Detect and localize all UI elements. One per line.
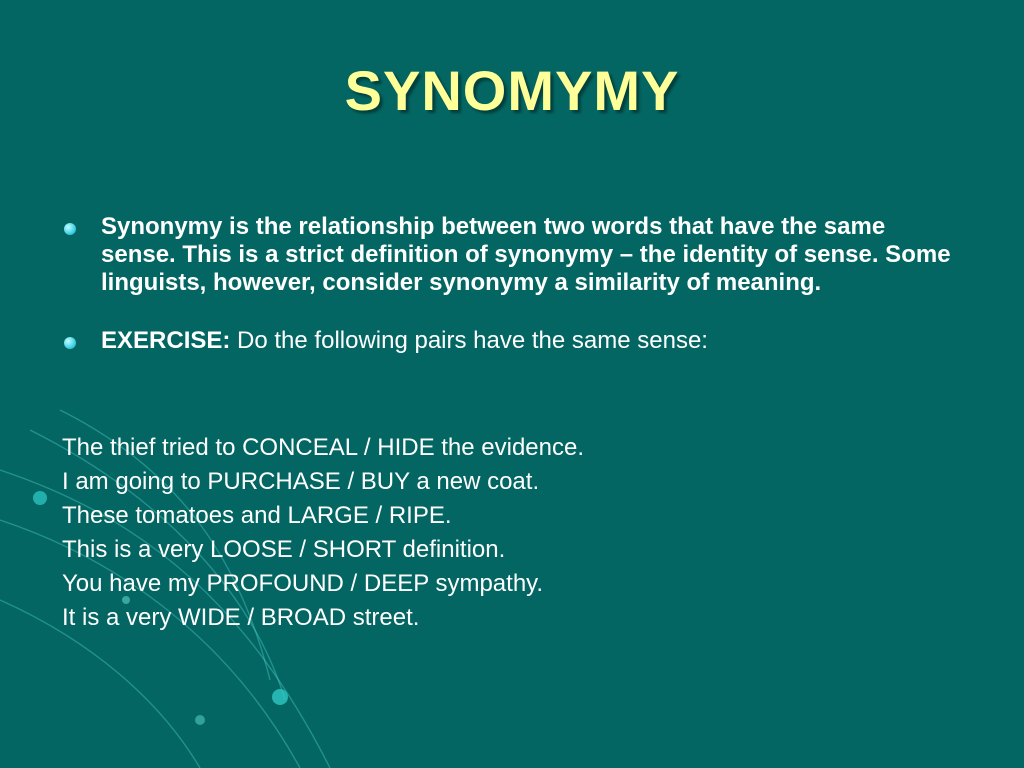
bullet-list: [64, 213, 964, 355]
example-line: It is a very WIDE / BROAD street.: [62, 604, 420, 631]
example-line: This is a very LOOSE / SHORT definition.: [62, 536, 506, 563]
bullet-dot-icon: [64, 337, 76, 349]
bullet-item-definition: [64, 213, 964, 297]
exercise-label: EXERCISE:: [101, 327, 231, 354]
example-line: These tomatoes and LARGE / RIPE.: [62, 502, 452, 529]
bullet-dot-icon: [64, 223, 76, 235]
example-line: I am going to PURCHASE / BUY a new coat.: [62, 468, 540, 495]
bullet-item-exercise: [64, 327, 964, 355]
example-list: [62, 431, 584, 635]
exercise-text: Do the following pairs have the same sense:: [230, 327, 708, 354]
definition-text: Synonymy is the relationship between two words that have the same sense. This is a strict definition of synonymy – the identity of sense. Some linguists, however, consider synonymy a similarity of meaning.: [101, 213, 951, 296]
slide-title: SYNOMYMY: [344, 59, 680, 122]
example-line: You have my PROFOUND / DEEP sympathy.: [62, 570, 544, 597]
example-line: The thief tried to CONCEAL / HIDE the evidence.: [62, 434, 585, 461]
